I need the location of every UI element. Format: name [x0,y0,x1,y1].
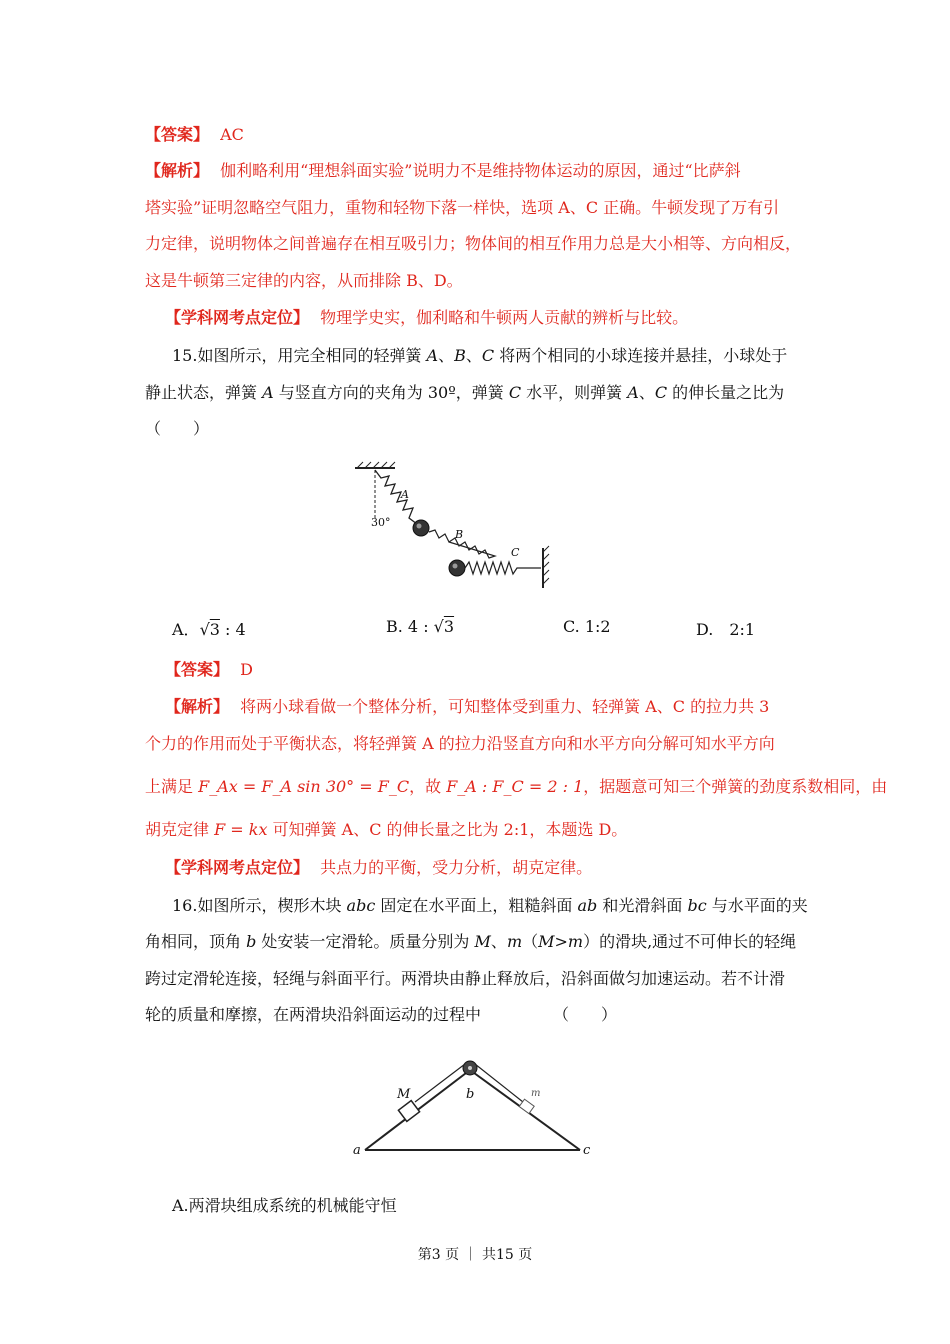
equation-1: F_Ax = F_A sin 30° = F_C [198,777,410,796]
label-c: c [583,1143,591,1158]
analysis-text: 将两小球看做一个整体分析，可知整体受到重力、轻弹簧 A、C 的拉力共 3 [240,697,770,716]
q16-stem-line-1 [172,895,808,917]
var-a: A [627,383,639,402]
label-b: b [466,1087,475,1102]
answer-tag: 【答案】 [165,660,230,679]
var-abc: abc [346,896,376,915]
q15-analysis-line-2: 个力的作用而处于平衡状态，将轻弹簧 A 的拉力沿竖直方向和水平方向分解可知水平方向 [145,734,775,753]
sep: 、 [438,346,455,365]
answer-tag: 【答案】 [145,125,210,144]
option-a-label: A． [172,620,200,639]
var-b: b [246,932,257,951]
q16-stem-line-4 [145,1004,617,1026]
stem-text: 的伸长量之比为 [667,383,785,402]
var-c: C [481,346,495,365]
stem-text: 处安装一定滑轮。质量分别为 [256,932,475,951]
angle-label: 30° [371,516,391,529]
analysis-tag: 【解析】 [145,161,210,180]
sqrt-icon: √ [433,617,444,636]
ball-1-highlight [417,524,422,529]
stem-text: 轮的质量和摩擦，在两滑块沿斜面运动的过程中 [145,1005,482,1024]
q14-answer-line [145,124,244,146]
stem-text: （ [522,932,539,951]
q14-analysis-line-4: 这是牛顿第三定律的内容，从而排除 B、D。 [145,271,463,290]
sqrt-radicand: 3 [443,617,455,636]
label-c: C [511,546,520,559]
var-a: A [426,346,439,365]
page-footer: 第3 页 ｜ 共15 页 [417,1247,533,1263]
q14-point-line [165,307,688,329]
label-b: B [455,528,464,541]
label-m: m [531,1088,541,1099]
pulley-axle [468,1066,472,1070]
q14-analysis-line-1 [145,160,741,182]
stem-text: 15.如图所示，用完全相同的轻弹簧 [172,346,427,365]
spring-figure [345,460,565,590]
q16-option-a: A.两滑块组成系统的机械能守恒 [172,1196,397,1215]
point-tag: 【学科网考点定位】 [165,858,310,877]
q16-bracket: （ ） [553,1005,618,1024]
q15-stem-line-1 [172,345,787,367]
equation-2: F_A : F_C = 2 : 1 [446,777,584,796]
q16-stem-line-3: 跨过定滑轮连接，轻绳与斜面平行。两滑块由静止释放后，沿斜面做匀加速运动。若不计滑 [145,969,786,988]
stem-text: 与竖直方向的夹角为 30º，弹簧 [273,383,509,402]
stem-text: 、 [490,932,507,951]
var-m: m [506,932,523,951]
var-bc: bc [687,896,707,915]
var-ab: ab [577,896,598,915]
stem-text: 16.如图所示，楔形木块 [172,896,347,915]
stem-text: ）的滑块,通过不可伸长的轻绳 [583,932,797,951]
var-b: B [454,346,466,365]
analysis-text: 可知弹簧 A、C 的伸长量之比为 2:1，本题选 D。 [267,820,628,839]
equation-3: F = kx [214,820,268,839]
option-b-label: B. 4 : [386,617,434,636]
analysis-text: 伽利略利用“理想斜面实验”说明力不是维持物体运动的原因，通过“比萨斜 [220,161,741,180]
q15-answer-line [165,659,253,681]
point-text: 共点力的平衡，受力分析，胡克定律。 [320,858,593,877]
label-a: a [353,1143,361,1158]
stem-text: 将两个相同的小球连接并悬挂，小球处于 [494,346,788,365]
point-text: 物理学史实，伽利略和牛顿两人贡献的辨析与比较。 [320,308,689,327]
rope-right [475,1064,523,1102]
var-M-gt-m: M>m [538,932,584,951]
option-d: D. 2:1 [696,620,756,639]
ball-1 [413,520,429,536]
sep: 、 [638,383,655,402]
rope-left [415,1064,465,1102]
q14-analysis-line-2: 塔实验”证明忽略空气阻力，重物和轻物下落一样快，选项 A、C 正确。牛顿发现了万有引 [145,198,780,217]
answer-value: D [240,660,253,679]
stem-text: 与水平面的夹 [706,896,808,915]
var-c: C [654,383,668,402]
sqrt-icon: √ [199,620,210,639]
spring-c [465,562,541,574]
analysis-text: 上满足 [145,777,199,796]
stem-text: 和光滑斜面 [597,896,688,915]
wedge-figure [345,1050,605,1165]
q14-analysis-line-3: 力定律，说明物体之间普遍存在相互吸引力；物体间的相互作用力总是大小相等、方向相反， [145,234,802,253]
ball-2-highlight [453,564,458,569]
label-M: M [397,1087,411,1102]
analysis-tag: 【解析】 [165,697,230,716]
stem-text: 固定在水平面上，粗糙斜面 [375,896,578,915]
analysis-text: 胡克定律 [145,820,215,839]
q15-analysis-line-3 [145,776,887,798]
var-c: C [508,383,522,402]
var-a: A [262,383,274,402]
stem-text: 水平，则弹簧 [521,383,628,402]
q16-stem-line-2 [145,931,796,953]
stem-text: 静止状态，弹簧 [145,383,263,402]
label-a: A [401,488,409,501]
var-M: M [474,932,491,951]
q15-stem-line-2 [145,382,784,404]
q15-bracket: （ ） [145,419,210,438]
option-b [386,617,454,636]
sqrt-radicand: 3 [209,620,220,639]
q15-analysis-line-4 [145,819,627,841]
sep: 、 [465,346,482,365]
q15-analysis-line-1 [165,696,769,718]
answer-value: AC [220,125,244,144]
option-c: C. 1:2 [563,617,611,636]
ball-2 [449,560,465,576]
point-tag: 【学科网考点定位】 [165,308,310,327]
analysis-text: ，故 [409,777,447,796]
q15-point-line [165,857,592,879]
analysis-text: ，据题意可知三个弹簧的劲度系数相同，由 [583,777,888,796]
stem-text: 角相同，顶角 [145,932,247,951]
option-a-rest: : 4 [219,620,246,639]
block-M [398,1101,419,1122]
option-a [172,617,246,640]
